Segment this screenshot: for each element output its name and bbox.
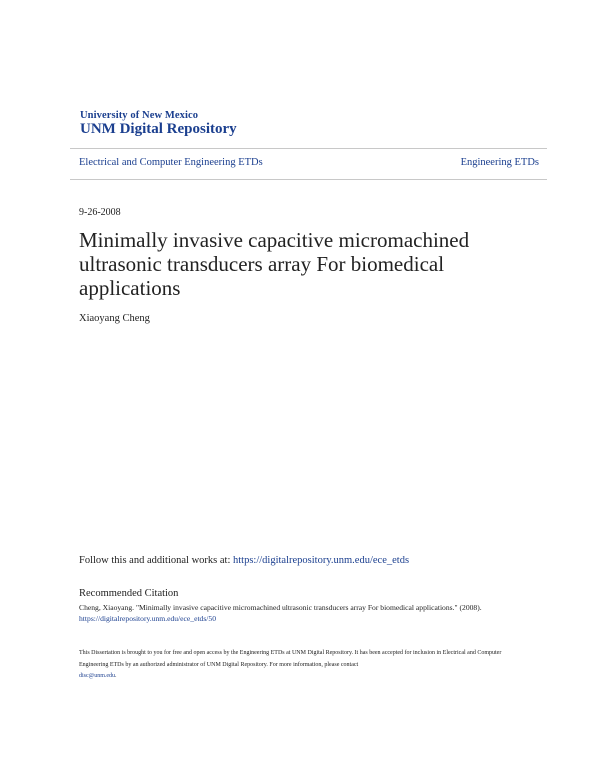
publication-date: 9-26-2008: [79, 207, 121, 218]
footer-notice-text: This Dissertation is brought to you for free and open access by the Engineering ETDs at UNM Digital Repository. It has been accepted for inclusion in Electrical and Computer Engineering ETDs by an authorized administrator of UNM Digital Repository. For more information, please contact: [79, 650, 502, 668]
citation-block: [79, 602, 524, 624]
engineering-etds-link[interactable]: Engineering ETDs: [460, 157, 539, 168]
collection-link[interactable]: Electrical and Computer Engineering ETDs: [79, 157, 263, 168]
contact-email-link[interactable]: disc@unm.edu: [79, 673, 116, 679]
institution-name[interactable]: University of New Mexico: [80, 110, 199, 121]
follow-url-link[interactable]: https://digitalrepository.unm.edu/ece_etds: [233, 555, 410, 566]
repository-name[interactable]: UNM Digital Repository: [80, 121, 237, 137]
footer-trailing: .: [115, 673, 117, 679]
citation-heading: Recommended Citation: [79, 588, 179, 599]
top-divider: [70, 148, 547, 149]
follow-line: [79, 555, 409, 566]
citation-text: Cheng, Xiaoyang. "Minimally invasive capacitive micromachined ultrasonic transducers array For biomedical applications." (2008).: [79, 603, 482, 612]
follow-label: Follow this and additional works at:: [79, 555, 233, 566]
footer-notice: [79, 648, 524, 683]
bottom-divider: [70, 179, 547, 180]
citation-url-link[interactable]: https://digitalrepository.unm.edu/ece_etds/50: [79, 614, 217, 623]
document-title: Minimally invasive capacitive micromachined ultrasonic transducers array For biomedical applications: [79, 228, 470, 300]
author-name: Xiaoyang Cheng: [79, 313, 150, 324]
